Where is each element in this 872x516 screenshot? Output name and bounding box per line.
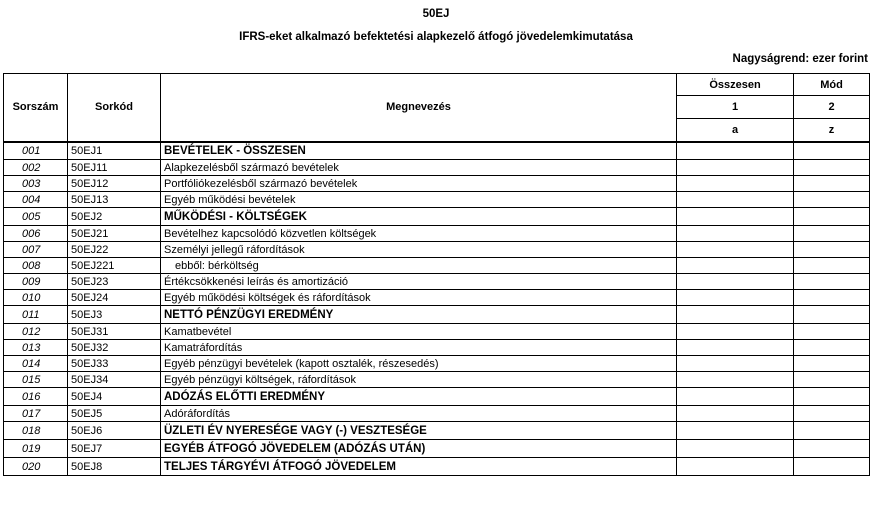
row-code: 50EJ8 <box>68 458 161 476</box>
row-number: 001 <box>4 142 68 160</box>
row-label: Portfóliókezelésből származó bevételek <box>161 176 677 192</box>
row-code: 50EJ4 <box>68 388 161 406</box>
row-number: 004 <box>4 192 68 208</box>
row-code: 50EJ21 <box>68 226 161 242</box>
row-number: 012 <box>4 324 68 340</box>
table-row <box>4 258 870 274</box>
table-row <box>4 160 870 176</box>
table-row <box>4 458 870 476</box>
mod-value-cell[interactable] <box>794 422 870 440</box>
row-code: 50EJ221 <box>68 258 161 274</box>
total-value-cell[interactable] <box>677 372 794 388</box>
row-code: 50EJ32 <box>68 340 161 356</box>
row-code: 50EJ12 <box>68 176 161 192</box>
row-number: 007 <box>4 242 68 258</box>
total-value-cell[interactable] <box>677 226 794 242</box>
table-row <box>4 242 870 258</box>
total-value-cell[interactable] <box>677 176 794 192</box>
mod-value-cell[interactable] <box>794 440 870 458</box>
row-number: 011 <box>4 306 68 324</box>
total-value-cell[interactable] <box>677 208 794 226</box>
total-value-cell[interactable] <box>677 258 794 274</box>
table-row <box>4 192 870 208</box>
mod-value-cell[interactable] <box>794 192 870 208</box>
mod-value-cell[interactable] <box>794 356 870 372</box>
row-number: 006 <box>4 226 68 242</box>
row-label: Egyéb működési költségek és ráfordítások <box>161 290 677 306</box>
total-value-cell[interactable] <box>677 422 794 440</box>
row-number: 020 <box>4 458 68 476</box>
row-number: 017 <box>4 406 68 422</box>
row-code: 50EJ2 <box>68 208 161 226</box>
row-label: ÜZLETI ÉV NYERESÉGE VAGY (-) VESZTESÉGE <box>161 422 677 440</box>
row-code: 50EJ1 <box>68 142 161 160</box>
mod-value-cell[interactable] <box>794 176 870 192</box>
mod-value-cell[interactable] <box>794 406 870 422</box>
row-label: ebből: bérköltség <box>161 258 677 274</box>
total-value-cell[interactable] <box>677 406 794 422</box>
row-number: 010 <box>4 290 68 306</box>
mod-value-cell[interactable] <box>794 142 870 160</box>
row-number: 016 <box>4 388 68 406</box>
total-value-cell[interactable] <box>677 242 794 258</box>
total-value-cell[interactable] <box>677 290 794 306</box>
total-value-cell[interactable] <box>677 340 794 356</box>
row-code: 50EJ13 <box>68 192 161 208</box>
mod-value-cell[interactable] <box>794 208 870 226</box>
row-code: 50EJ24 <box>68 290 161 306</box>
row-number: 005 <box>4 208 68 226</box>
col-header-sorszam: Sorszám <box>4 74 68 142</box>
row-number: 009 <box>4 274 68 290</box>
col-number-mod: 2 <box>794 96 870 119</box>
row-label: Kamatbevétel <box>161 324 677 340</box>
table-row <box>4 340 870 356</box>
mod-value-cell[interactable] <box>794 372 870 388</box>
table-row <box>4 142 870 160</box>
row-code: 50EJ6 <box>68 422 161 440</box>
table-row <box>4 290 870 306</box>
row-label: BEVÉTELEK - ÖSSZESEN <box>161 142 677 160</box>
total-value-cell[interactable] <box>677 160 794 176</box>
row-label: Egyéb működési bevételek <box>161 192 677 208</box>
row-code: 50EJ23 <box>68 274 161 290</box>
total-value-cell[interactable] <box>677 356 794 372</box>
mod-value-cell[interactable] <box>794 324 870 340</box>
row-number: 013 <box>4 340 68 356</box>
table-row <box>4 274 870 290</box>
mod-value-cell[interactable] <box>794 274 870 290</box>
table-row <box>4 406 870 422</box>
row-code: 50EJ34 <box>68 372 161 388</box>
total-value-cell[interactable] <box>677 274 794 290</box>
mod-value-cell[interactable] <box>794 242 870 258</box>
total-value-cell[interactable] <box>677 142 794 160</box>
table-row <box>4 208 870 226</box>
row-number: 002 <box>4 160 68 176</box>
total-value-cell[interactable] <box>677 458 794 476</box>
mod-value-cell[interactable] <box>794 340 870 356</box>
total-value-cell[interactable] <box>677 388 794 406</box>
row-code: 50EJ3 <box>68 306 161 324</box>
table-row <box>4 388 870 406</box>
row-code: 50EJ31 <box>68 324 161 340</box>
form-code: 50EJ <box>422 8 450 20</box>
row-number: 018 <box>4 422 68 440</box>
row-label: Értékcsökkenési leírás és amortizáció <box>161 274 677 290</box>
total-value-cell[interactable] <box>677 192 794 208</box>
row-code: 50EJ5 <box>68 406 161 422</box>
row-code: 50EJ33 <box>68 356 161 372</box>
report-table <box>3 73 870 476</box>
table-header <box>4 74 870 142</box>
row-label: Kamatráfordítás <box>161 340 677 356</box>
table-row <box>4 176 870 192</box>
row-label: Bevételhez kapcsolódó közvetlen költségek <box>161 226 677 242</box>
table-row <box>4 324 870 340</box>
unit-note: Nagyságrend: ezer forint <box>732 53 868 65</box>
table-row <box>4 226 870 242</box>
row-code: 50EJ7 <box>68 440 161 458</box>
row-number: 015 <box>4 372 68 388</box>
col-header-sorkod: Sorkód <box>68 74 161 142</box>
col-header-osszesen: Összesen <box>677 74 794 96</box>
row-label: ADÓZÁS ELŐTTI EREDMÉNY <box>161 388 677 406</box>
table-body <box>4 142 870 476</box>
row-label: Egyéb pénzügyi bevételek (kapott osztalék, részesedés) <box>161 356 677 372</box>
table-row <box>4 306 870 324</box>
row-label: Alapkezelésből származó bevételek <box>161 160 677 176</box>
table-row <box>4 356 870 372</box>
row-label: EGYÉB ÁTFOGÓ JÖVEDELEM (ADÓZÁS UTÁN) <box>161 440 677 458</box>
table-row <box>4 440 870 458</box>
row-label: MŰKÖDÉSI - KÖLTSÉGEK <box>161 208 677 226</box>
col-letter-mod: z <box>794 119 870 142</box>
row-label: Egyéb pénzügyi költségek, ráfordítások <box>161 372 677 388</box>
row-number: 003 <box>4 176 68 192</box>
mod-value-cell[interactable] <box>794 388 870 406</box>
table-row <box>4 422 870 440</box>
row-label: Adóráfordítás <box>161 406 677 422</box>
col-header-megnevezes: Megnevezés <box>161 74 677 142</box>
row-label: TELJES TÁRGYÉVI ÁTFOGÓ JÖVEDELEM <box>161 458 677 476</box>
row-label: NETTÓ PÉNZÜGYI EREDMÉNY <box>161 306 677 324</box>
table-row <box>4 372 870 388</box>
row-code: 50EJ22 <box>68 242 161 258</box>
total-value-cell[interactable] <box>677 440 794 458</box>
col-letter-osszesen: a <box>677 119 794 142</box>
row-number: 014 <box>4 356 68 372</box>
mod-value-cell[interactable] <box>794 306 870 324</box>
mod-value-cell[interactable] <box>794 258 870 274</box>
row-number: 008 <box>4 258 68 274</box>
form-title: IFRS-eket alkalmazó befektetési alapkezelő átfogó jövedelemkimutatása <box>239 31 633 43</box>
row-code: 50EJ11 <box>68 160 161 176</box>
mod-value-cell[interactable] <box>794 290 870 306</box>
col-header-mod: Mód <box>794 74 870 96</box>
mod-value-cell[interactable] <box>794 160 870 176</box>
mod-value-cell[interactable] <box>794 458 870 476</box>
total-value-cell[interactable] <box>677 306 794 324</box>
total-value-cell[interactable] <box>677 324 794 340</box>
row-label: Személyi jellegű ráfordítások <box>161 242 677 258</box>
col-number-osszesen: 1 <box>677 96 794 119</box>
row-number: 019 <box>4 440 68 458</box>
mod-value-cell[interactable] <box>794 226 870 242</box>
